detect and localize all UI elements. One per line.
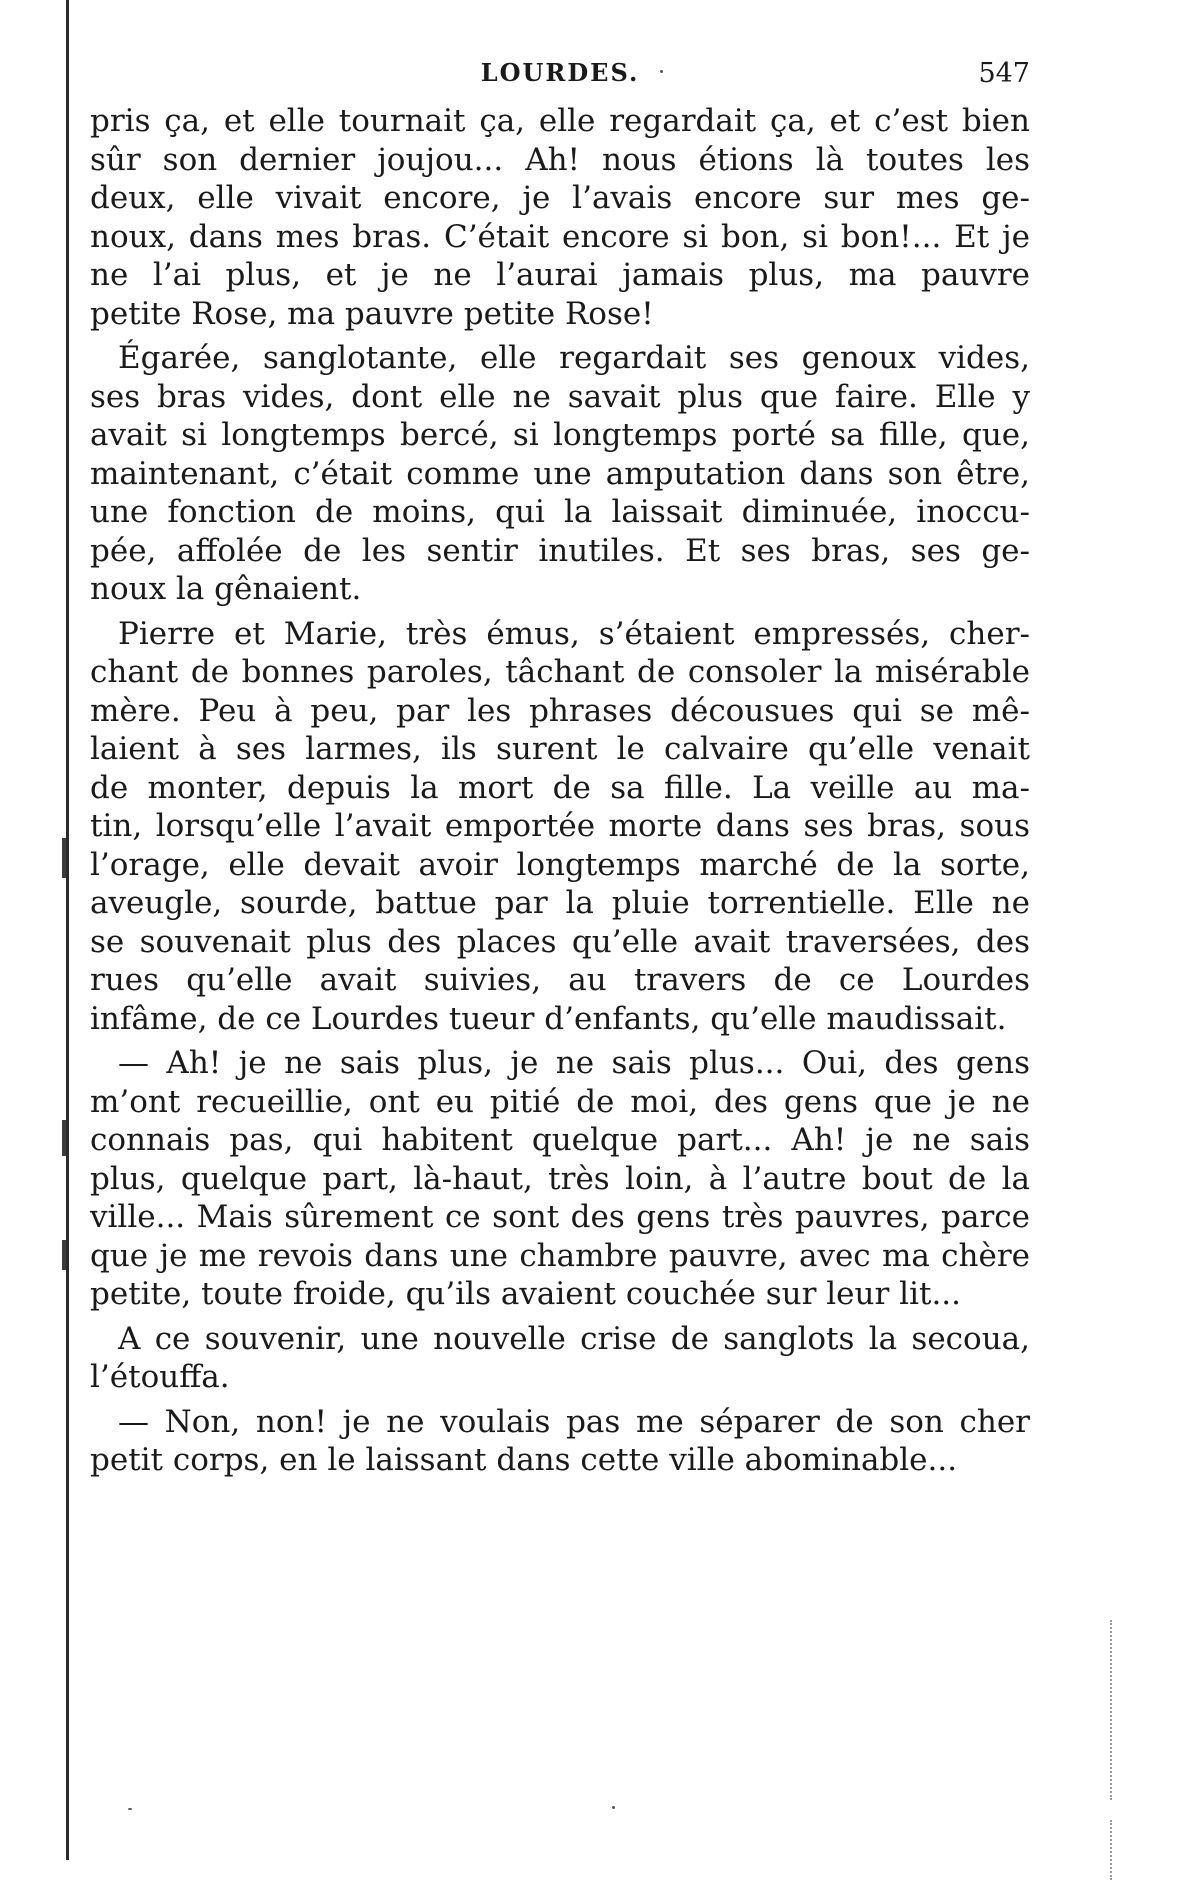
binding-mark — [62, 1120, 66, 1156]
text-line: noux la gênaient. — [90, 571, 362, 607]
text-line: petite, toute froide, qu’ils avaient couchée sur leur lit... — [90, 1276, 962, 1312]
paragraph — [90, 102, 1030, 333]
text-line: de monter, depuis la mort de sa fille. La veille au ma- — [90, 769, 1030, 806]
print-speck — [612, 1806, 615, 1809]
text-line: plus, quelque part, là-haut, très loin, à l’autre bout de la — [90, 1160, 1030, 1197]
text-line: connais pas, qui habitent quelque part... Ah! je ne sais — [90, 1122, 1030, 1158]
text-line: laient à ses larmes, ils surent le calvaire qu’elle venait — [90, 731, 1030, 767]
text-line: l’étouffa. — [90, 1359, 230, 1395]
text-line: une fonction de moins, qui la laissait diminuée, inoccu- — [90, 494, 1030, 530]
text-line: ses bras vides, dont elle ne savait plus que faire. Elle y — [90, 378, 1030, 415]
page-header — [90, 58, 1030, 98]
text-line: m’ont recueillie, ont eu pitié de moi, des gens que je ne — [90, 1083, 1030, 1120]
paragraph — [90, 615, 1030, 1039]
text-line: chant de bonnes paroles, tâchant de consoler la misérable — [90, 654, 1030, 690]
binding-mark — [62, 838, 66, 878]
text-line: A ce souvenir, une nouvelle crise de sanglots la secoua, — [118, 1320, 1030, 1357]
text-line: petit corps, en le laissant dans cette ville abominable... — [90, 1442, 958, 1478]
paragraph — [90, 339, 1030, 609]
text-line: Pierre et Marie, très émus, s’étaient empressés, cher- — [118, 615, 1030, 652]
print-speck — [128, 1808, 132, 1810]
text-line: mère. Peu à peu, par les phrases décousues qui se mê- — [90, 692, 1030, 729]
text-line: ville... Mais sûrement ce sont des gens très pauvres, parce — [90, 1199, 1030, 1235]
text-line: — Non, non! je ne voulais pas me séparer de son cher — [118, 1403, 1030, 1440]
text-line: tin, lorsqu’elle l’avait emportée morte dans ses bras, sous — [90, 808, 1030, 844]
text-line: maintenant, c’était comme une amputation dans son être, — [90, 455, 1030, 492]
text-line: petite Rose, ma pauvre petite Rose! — [90, 295, 654, 332]
text-line: pée, affolée de les sentir inutiles. Et ses bras, ses ge- — [90, 532, 1030, 569]
text-line: que je me revois dans une chambre pauvre, avec ma chère — [90, 1237, 1030, 1274]
page-number: 547 — [978, 58, 1030, 89]
text-line: Égarée, sanglotante, elle regardait ses genoux vides, — [118, 340, 1030, 376]
text-line: aveugle, sourde, battue par la pluie torrentielle. Elle ne — [90, 885, 1030, 921]
text-line: deux, elle vivait encore, je l’avais encore sur mes ge- — [90, 180, 1030, 216]
margin-marks — [1110, 1620, 1120, 1800]
text-line: rues qu’elle avait suivies, au travers de ce Lourdes — [90, 962, 1030, 998]
margin-marks — [1110, 1820, 1120, 1880]
text-line: — Ah! je ne sais plus, je ne sais plus... Oui, des gens — [118, 1045, 1030, 1081]
text-line: avait si longtemps bercé, si longtemps porté sa fille, que, — [90, 417, 1030, 453]
text-line: se souvenait plus des places qu’elle avait traversées, des — [90, 923, 1030, 960]
text-line: sûr son dernier joujou... Ah! nous étions là toutes les — [90, 141, 1030, 178]
paragraph — [90, 1044, 1030, 1314]
binding-mark — [62, 1240, 66, 1270]
text-line: l’orage, elle devait avoir longtemps marché de la sorte, — [90, 846, 1030, 883]
text-line: noux, dans mes bras. C’était encore si bon, si bon!... Et je — [90, 218, 1030, 255]
page-binding-edge — [66, 0, 69, 1860]
body-text — [90, 102, 1030, 1480]
paragraph — [90, 1403, 1030, 1480]
paragraph — [90, 1320, 1030, 1397]
running-title: LOURDES. — [480, 58, 640, 87]
text-line: ne l’ai plus, et je ne l’aurai jamais plus, ma pauvre — [90, 257, 1030, 293]
print-speck — [660, 70, 663, 73]
text-line: pris ça, et elle tournait ça, elle regardait ça, et c’est bien — [90, 103, 1030, 139]
text-line: infâme, de ce Lourdes tueur d’enfants, qu’elle maudissait. — [90, 1000, 1007, 1037]
